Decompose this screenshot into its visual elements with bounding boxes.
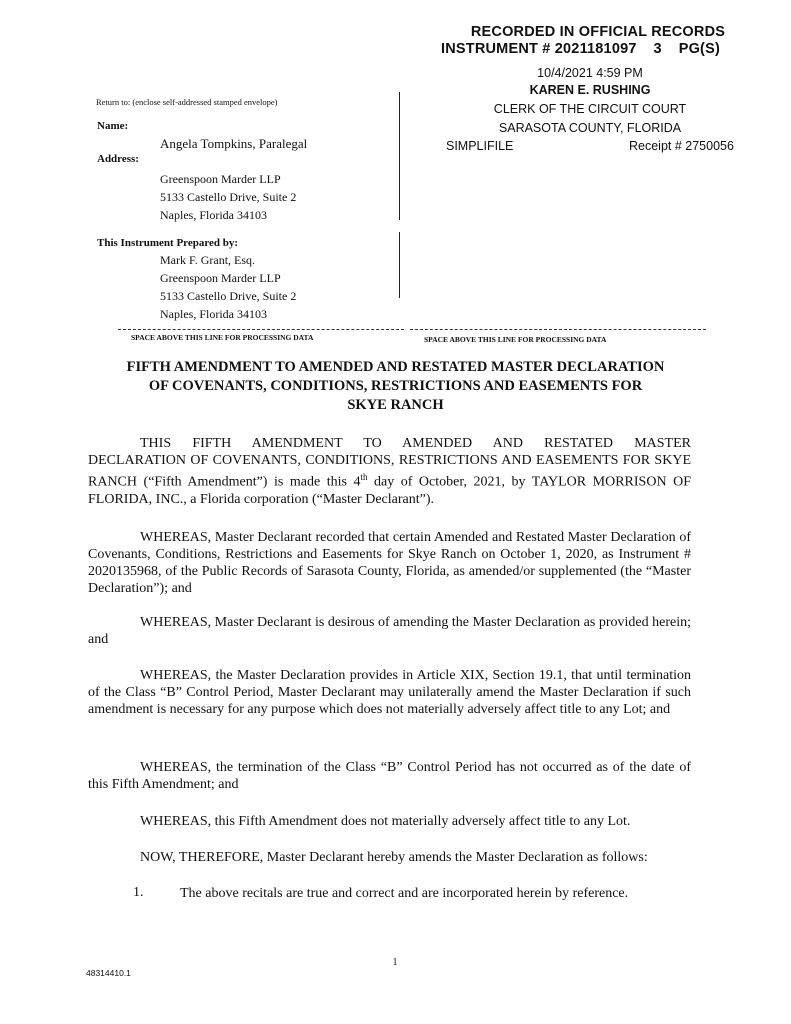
simplifile-label: SIMPLIFILE [446,139,514,153]
address-label: Address: [97,153,139,165]
item-1-text: The above recitals are true and correct and are incorporated herein by reference. [180,886,629,901]
address-line: Naples, Florida 34103 [160,208,267,222]
return-to-heading: Return to: (enclose self-addressed stamped envelope) [96,97,278,107]
return-name: Angela Tompkins, Paralegal [160,136,308,151]
title-line: SKYE RANCH [347,397,444,413]
divider-line [399,232,400,298]
now-therefore-paragraph: NOW, THEREFORE, Master Declarant hereby amends the Master Declaration as follows: [140,850,648,865]
prepared-by-heading: This Instrument Prepared by: [97,237,239,249]
intro-superscript: th [360,472,368,482]
document-id: 48314410.1 [86,968,131,978]
processing-label-left: SPACE ABOVE THIS LINE FOR PROCESSING DATA [131,333,314,342]
receipt-number: Receipt # 2750056 [629,139,734,153]
address-line: 5133 Castello Drive, Suite 2 [160,190,297,204]
whereas-paragraph-1: WHEREAS, Master Declarant recorded that certain Amended and Restated Master Declaration of Covenants, Conditions, Restrictions and Easements for Skye Ranch on October 1, 2020, as Instrument # 2020135968, of the Public Records of Sarasota County, Florida, as amended/or supplemented (the “Master Declaration”); and [88,530,691,596]
title-line: OF COVENANTS, CONDITIONS, RESTRICTIONS AND EASEMENTS FOR [148,378,643,394]
prepared-line: Mark F. Grant, Esq. [160,253,256,267]
prepared-line: Naples, Florida 34103 [160,307,267,321]
whereas-paragraph-4: WHEREAS, the termination of the Class “B” Control Period has not occurred as of the date of this Fifth Amendment; and [88,760,691,792]
intro-first-line: THIS FIFTH AMENDMENT TO AMENDED AND RESTATED MASTER [140,436,691,451]
intro-text: DECLARATION OF COVENANTS, CONDITIONS, RESTRICTIONS AND EASEMENTS FOR SKYE RANCH (“Fifth Amendment”) is made this 4 [88,453,691,490]
prepared-by-block [160,251,296,323]
return-address [160,170,296,224]
intro-text-cont: day of October, 2021, by TAYLOR MORRISON OF FLORIDA, INC., a Florida corporation (“Master Declarant”). [88,474,691,507]
item-number: 1. [133,885,144,900]
clerk-title: CLERK OF THE CIRCUIT COURT [493,102,687,116]
processing-rule [410,329,706,330]
prepared-line: Greenspoon Marder LLP [160,271,281,285]
address-line: Greenspoon Marder LLP [160,172,281,186]
whereas-paragraph-3: WHEREAS, the Master Declaration provides in Article XIX, Section 19.1, that until termination of the Class “B” Control Period, Master Declarant may unilaterally amend the Master Declaration if such amendment is necessary for any purpose which does not materially adversely affect title to any Lot; and [88,668,691,717]
processing-label-right: SPACE ABOVE THIS LINE FOR PROCESSING DATA [424,335,607,344]
recorded-heading: RECORDED IN OFFICIAL RECORDS [470,24,726,40]
county: SARASOTA COUNTY, FLORIDA [498,121,682,135]
instrument-number: INSTRUMENT # 2021181097 3 PG(S) [441,41,720,57]
title-line: FIFTH AMENDMENT TO AMENDED AND RESTATED MASTER DECLARATION [126,359,665,375]
processing-rule [118,329,404,330]
recording-datetime: 10/4/2021 4:59 PM [537,66,643,80]
clerk-name: KAREN E. RUSHING [529,83,651,97]
prepared-line: 5133 Castello Drive, Suite 2 [160,289,297,303]
whereas-paragraph-2: WHEREAS, Master Declarant is desirous of amending the Master Declaration as provided herein; and [88,615,691,647]
whereas-paragraph-5: WHEREAS, this Fifth Amendment does not materially adversely affect title to any Lot. [140,814,631,829]
divider-line [399,92,400,220]
page-number: 1 [392,957,398,968]
intro-paragraph [88,435,691,508]
document-title [100,358,691,415]
name-label: Name: [97,120,129,132]
